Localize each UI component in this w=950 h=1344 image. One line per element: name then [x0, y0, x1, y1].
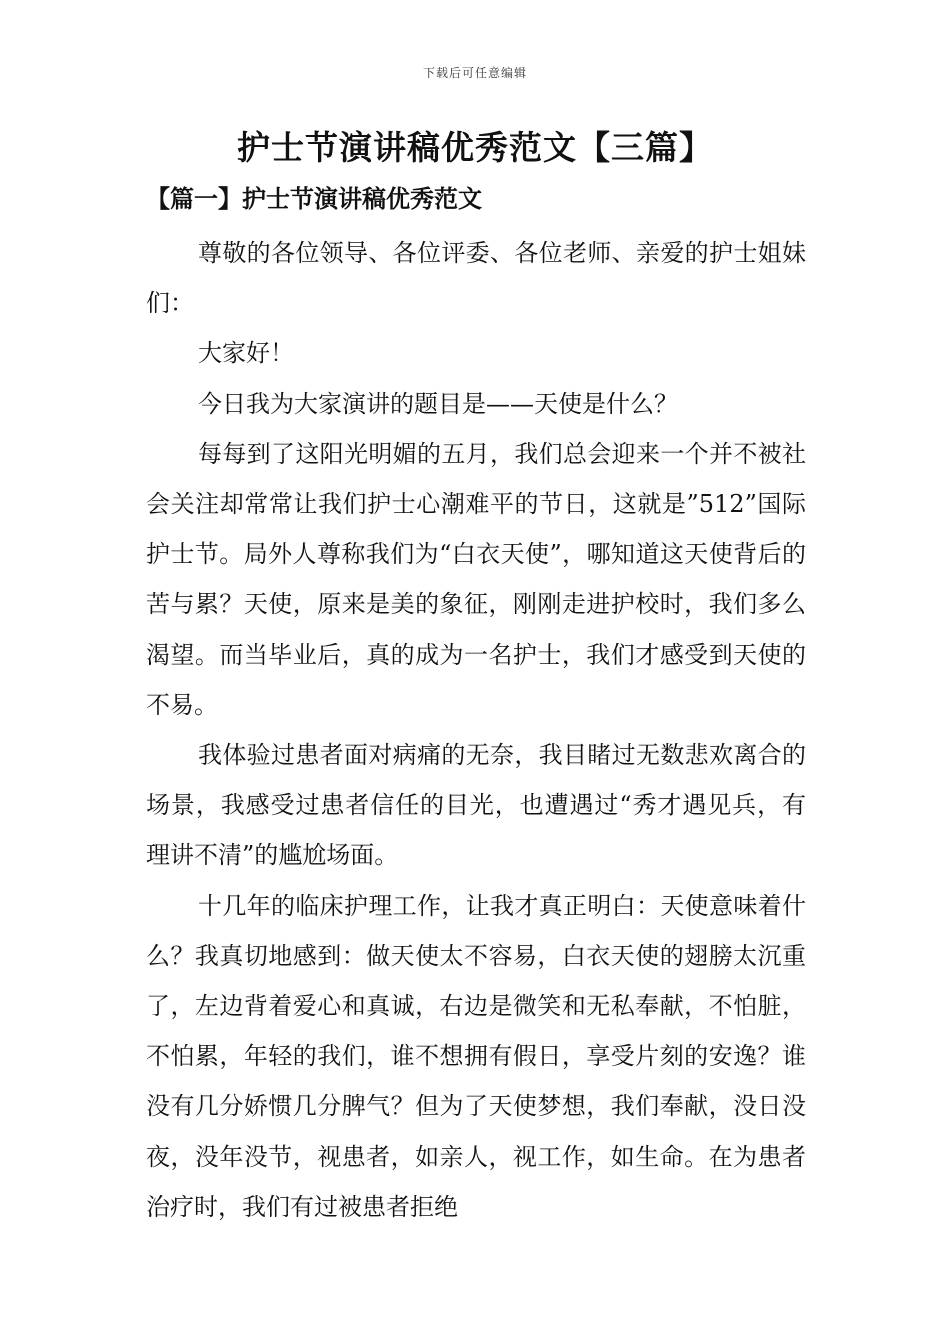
paragraph-topic: 今日我为大家演讲的题目是——天使是什么？ [198, 389, 678, 418]
paragraph-clinical-work: 十几年的临床护理工作，让我才真正明白：天使意味着什么？我真切地感到：做天使太不容易，白衣天使的翅膀太沉重了，左边背着爱心和真诚，右边是微笑和无私奉献，不怕脏，不怕累，年轻的我们，谁不想拥有假日，享受片刻的安逸？谁没有几分娇惯几分脾气？但为了天使梦想，我们奉献，没日没夜，没年没节，视患者，如亲人，视工作，如生命。在为患者治疗时，我们有过被患者拒绝 [146, 891, 806, 1221]
header-note: 下载后可任意编辑 [422, 66, 527, 80]
paragraph-greeting: 尊敬的各位领导、各位评委、各位老师、亲爱的护士姐妹们： [146, 239, 806, 318]
paragraph-hello: 大家好！ [198, 339, 294, 368]
paragraph-nurses-day: 每每到了这阳光明媚的五月，我们总会迎来一个并不被社会关注却常常让我们护士心潮难平的节日，这就是”512”国际护士节。局外人尊称我们为“白衣天使”，哪知道这天使背后的苦与累？天使，原来是美的象征，刚刚走进护校时，我们多么渴望。而当毕业后，真的成为一名护士，我们才感受到天使的不易。 [146, 439, 806, 719]
paragraph-experience: 我体验过患者面对病痛的无奈，我目睹过无数悲欢离合的场景，我感受过患者信任的目光，也遭遇过“秀才遇见兵，有理讲不清”的尴尬场面。 [146, 741, 806, 870]
document-title: 护士节演讲稿优秀范文【三篇】 [237, 128, 713, 167]
document-body [146, 228, 806, 1232]
section-heading: 【篇一】护士节演讲稿优秀范文 [146, 184, 482, 213]
